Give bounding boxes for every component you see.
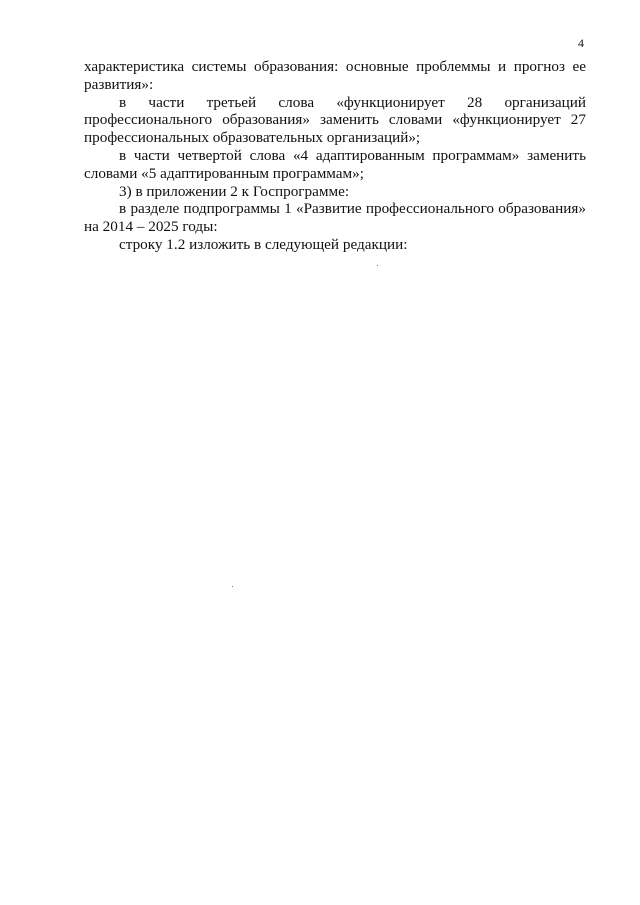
text-line: развития»: (84, 75, 154, 93)
text-line: в части четвертой слова «4 адаптированным программам» заменить (119, 146, 586, 164)
text-line: профессиональных образовательных организаций»; (84, 129, 421, 147)
paragraph-third-part (84, 94, 586, 147)
page-number: 4 (578, 36, 584, 50)
paragraph-line-1-2 (84, 236, 586, 254)
scan-speck (232, 586, 233, 587)
text-line: профессионального образования» заменить словами «функционирует 27 (84, 111, 586, 129)
text-line: в части третьей слова «функционирует 28 организаций (119, 93, 586, 111)
text-line: словами «5 адаптированным программам»; (84, 164, 364, 182)
text-line: 3) в приложении 2 к Госпрограмме: (119, 182, 350, 200)
paragraph-appendix-2 (84, 183, 586, 201)
document-body (84, 58, 586, 254)
paragraph-system-characteristic (84, 58, 586, 94)
text-line: характеристика системы образования: основные проблеммы и прогноз ее (84, 58, 586, 75)
text-line: строку 1.2 изложить в следующей редакции: (119, 235, 408, 253)
paragraph-fourth-part (84, 147, 586, 183)
text-line: в разделе подпрограммы 1 «Развитие профессионального образования» (119, 200, 586, 218)
text-line: на 2014 – 2025 годы: (84, 218, 218, 236)
paragraph-subprogram-1 (84, 200, 586, 236)
scan-speck (377, 265, 378, 266)
